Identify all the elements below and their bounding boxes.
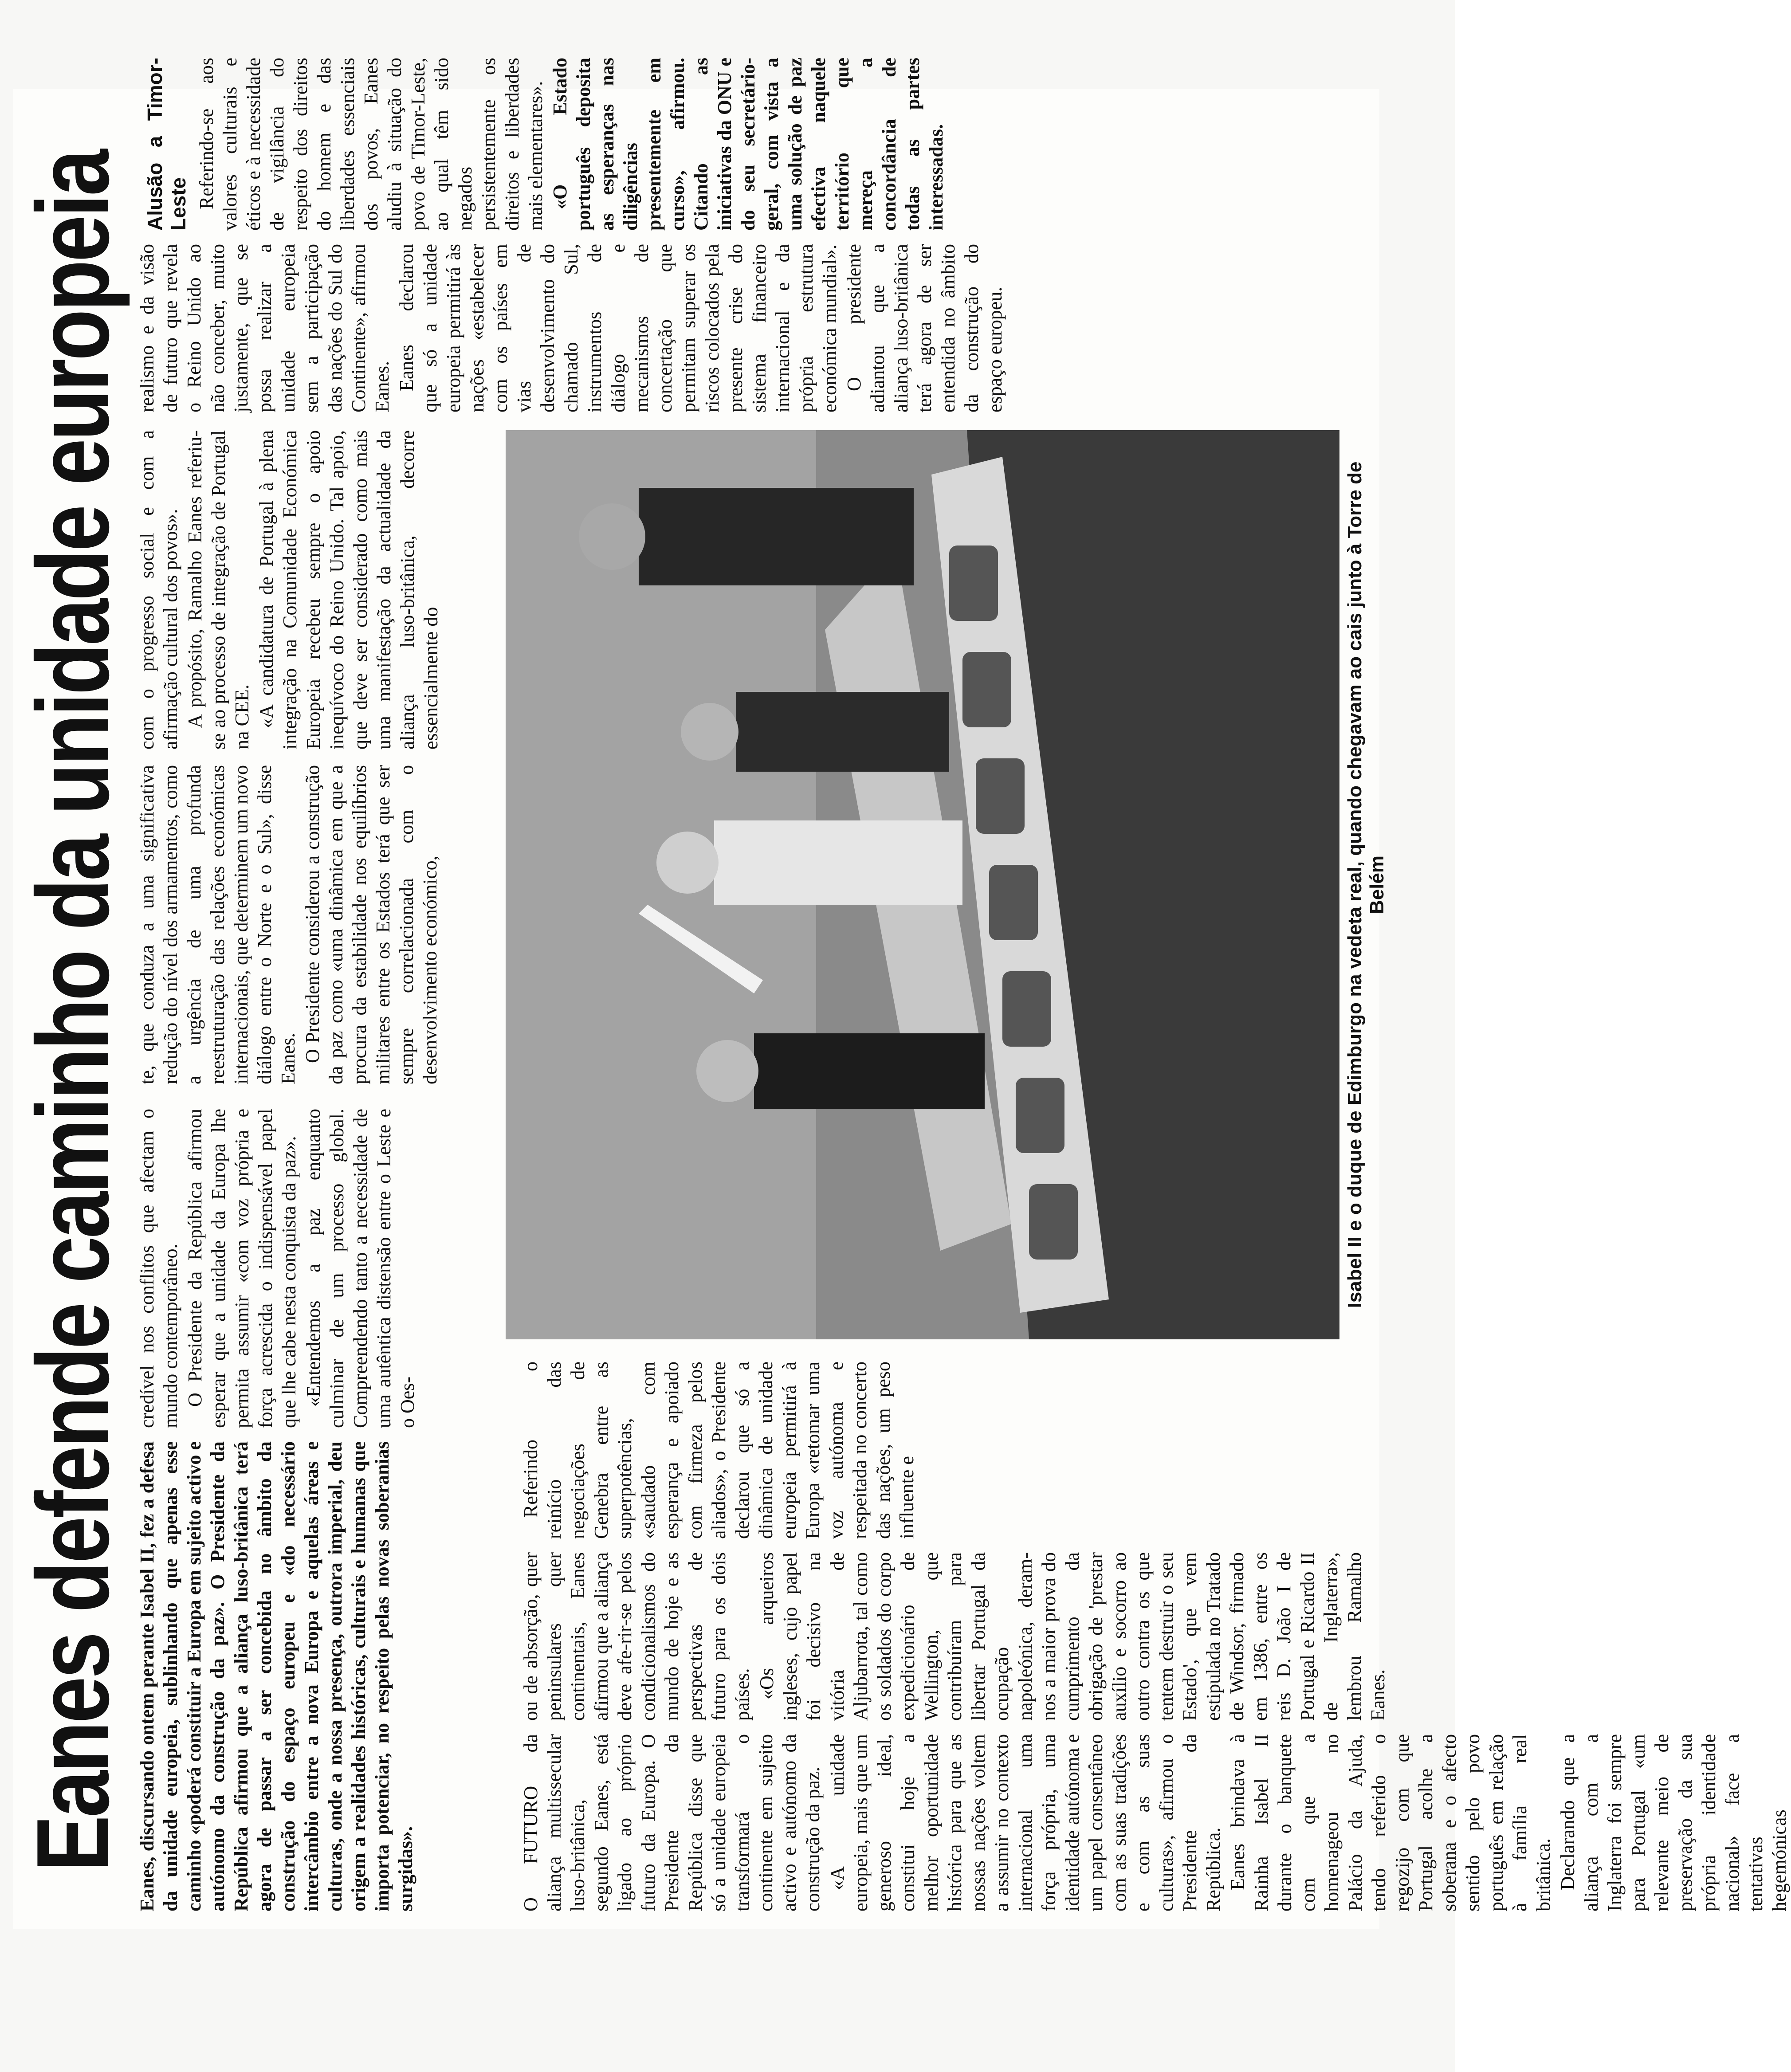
article-column-2 [519, 1734, 1790, 1911]
paragraph: O Presidente considerou a construção da paz como «uma dinâmica em que a procura da estabilidade nos equilíbrios militares entre os Estados terá que ser sempre correlacionada com o desenvolvimento económico, [302, 765, 441, 1084]
lead-paragraph: Eanes, discursando ontem perante Isabel II, fez a defesa da unidade europeia, sublinhando que apenas esse caminho «poderá constituir a Europa em sujeito activo e autónomo da construção da paz». O Presidente da República afirmou que a aliança luso-britânica terá agora de passar a ser concebida no âmbito da construção do espaço europeu e «do necessário intercâmbio entre a nova Europa e aquelas áreas e culturas, onde a nossa presença, outrora imperial, deu origem a realidades históricas, culturais e humanas que importa potenciar, no respeito pelas novas soberanias surgidas». [136, 1441, 416, 1911]
paragraph: ou de absorção, quer peninsulares quer continentais, Eanes afirmou que a aliança deve afe-rir-se pelos condicionalismos do mundo de hoje e as perspectivas de futuro para os dois países. [520, 1552, 753, 1721]
paragraph: Referindo o reinício das negociações de Genebra entre as superpotências, «saudado com esperança e apoiado com firmeza pelos aliados», o Presidente declarou que só a dinâmica de unidade europeia permitirá à Europa «retomar uma voz autónoma e respeitada no concerto das nações, um peso influente e [520, 1362, 918, 1539]
paragraph: Referindo-se aos valores culturais e éticos e à necessidade de vigilância do respeito dos direitos do homem e das liberdades essenciais dos povos, Eanes aludiu à situação do povo de Timor-Leste, ao qual têm sido negados persistentemente os direitos e liberdades mais elementares». [196, 58, 546, 231]
article-column-8 [135, 244, 1164, 412]
paragraph: te, que conduza a uma significativa redução do nível dos armamentos, como a urgência de uma profunda reestruturação das relações económicas internacionais, que determinem um novo diálogo entre o Norte e o Sul», disse Eanes. [136, 765, 299, 1084]
paragraph: «Entendemos a paz enquanto culminar de um processo global. Compreendendo tanto a necessidade de uma autêntica distensão entre o Leste e o Oes- [302, 1109, 418, 1428]
paragraph: Eanes brindava à Rainha Isabel II durante o banquete com que a homenageou no Palácio da Ajuda, tendo referido o regozijo com que Portugal acolhe a soberana e o afecto sentido pelo povo português em relação à família real britânica. [1227, 1734, 1554, 1911]
paragraph: Eanes declarou que só a unidade europeia permitirá às nações «estabelecer com os países em vias de desenvolvimento do chamado Sul, instrumentos de diálogo e mecanismos de concertação que permitam superar os riscos colocados pela presente crise do sistema financeiro internacional e da própria estrutura económica mundial». [396, 244, 841, 412]
article-column-4 [519, 1362, 1362, 1539]
news-photo [506, 430, 1339, 1339]
paragraph: Declarando que a aliança com a Inglaterra foi sempre para Portugal «um relevante meio de preservação da sua própria identidade nacional» face a tentativas hegemónicas [1557, 1734, 1790, 1911]
subheading: Alusão a Timor-Leste [143, 58, 190, 231]
paragraph: O presidente adiantou que a aliança luso-britânica terá agora de ser entendida no âmbito da construção do espaço europeu. [843, 244, 1006, 412]
headline: Eanes defende caminho da unidade europeia [16, 151, 130, 1872]
paragraph: O Presidente da República afirmou esperar que a unidade da Europa lhe permita assumir «com voz própria e força acrescida o indispensável papel que lhe cabe nesta conquista da paz». [184, 1109, 300, 1428]
photo-caption: Isabel II e o duque de Edimburgo na vedeta real, quando chegavam ao cais junto à Torre de Belém [1344, 461, 1388, 1308]
paragraph: «Os arqueiros ingleses, cujo papel foi decisivo na vitória de Aljubarrota, tal como os soldados do corpo expedicionário de Wellington, que contribuíram para libertar Portugal da ocupação napoleónica, deram-nos a maior prova do cumprimento da obrigação de 'prestar auxílio e socorro ao outro contra os que tentem destruir o seu Estado', que vem estipulada no Tratado de Windsor, firmado em 1386, entre os reis D. João I de Portugal e Ricardo II de Inglaterra», lembrou Ramalho Eanes. [756, 1552, 1389, 1721]
article-column-9 [135, 58, 1164, 231]
paragraph: O FUTURO da aliança multissecular luso-britânica, segundo Eanes, está ligado ao próprio futuro da Europa. O Presidente da República disse que só a unidade europeia transformará o continente em sujeito activo e autónomo da construção da paz. [520, 1734, 824, 1911]
newspaper-clipping [13, 58, 1790, 1929]
paragraph: «A candidatura de Portugal à plena integração na Comunidade Económica Europeia recebeu sempre o apoio inequívoco do Reino Unido. Tal apoio, que deve ser considerado como mais uma manifestação da actualidade da aliança luso-britânica, decorre essencialmente do [255, 430, 442, 750]
article-column-7 [135, 430, 490, 750]
paragraph: realismo e da visão de futuro que revela o Reino Unido ao não conceber, muito justamente, que se possa realizar a unidade europeia sem a participação das nações do Sul do Continente», afirmou Eanes. [136, 244, 393, 412]
paragraph: com o progresso social e com a afirmação cultural dos povos». [136, 430, 181, 750]
article-column-6 [135, 765, 490, 1084]
paragraph: «O Estado português depositа as esperanças nas diligências presentemente em curso», afirmou. Citando as iniciativas da ONU e do seu secretário-geral, com vista a uma solução de paz efectiva naquele território que mereça a concordância de todas as partes interessadas. [549, 58, 947, 231]
photo-illustration [506, 430, 1339, 1339]
paragraph: «A unidade europeia, mais que um generoso ideal, constitui hoje a melhor oportunidade histórica para que as nossas nações voltem a assumir no contexto internacional uma força própria, uma identidade autónoma e um papel consentâneo com as suas tradições e com as suas culturas», afirmou o Presidente da República. [826, 1734, 1224, 1911]
article-column-1 [135, 1441, 503, 1911]
article-column-3 [519, 1552, 1389, 1721]
paragraph: A propósito, Ramalho Eanes referiu-se ao processo de integração de Portugal na CEE. [184, 430, 253, 750]
article-column-5 [135, 1109, 490, 1428]
paragraph: credível nos conflitos que afectam o mundo contemporâneo. [136, 1109, 181, 1428]
